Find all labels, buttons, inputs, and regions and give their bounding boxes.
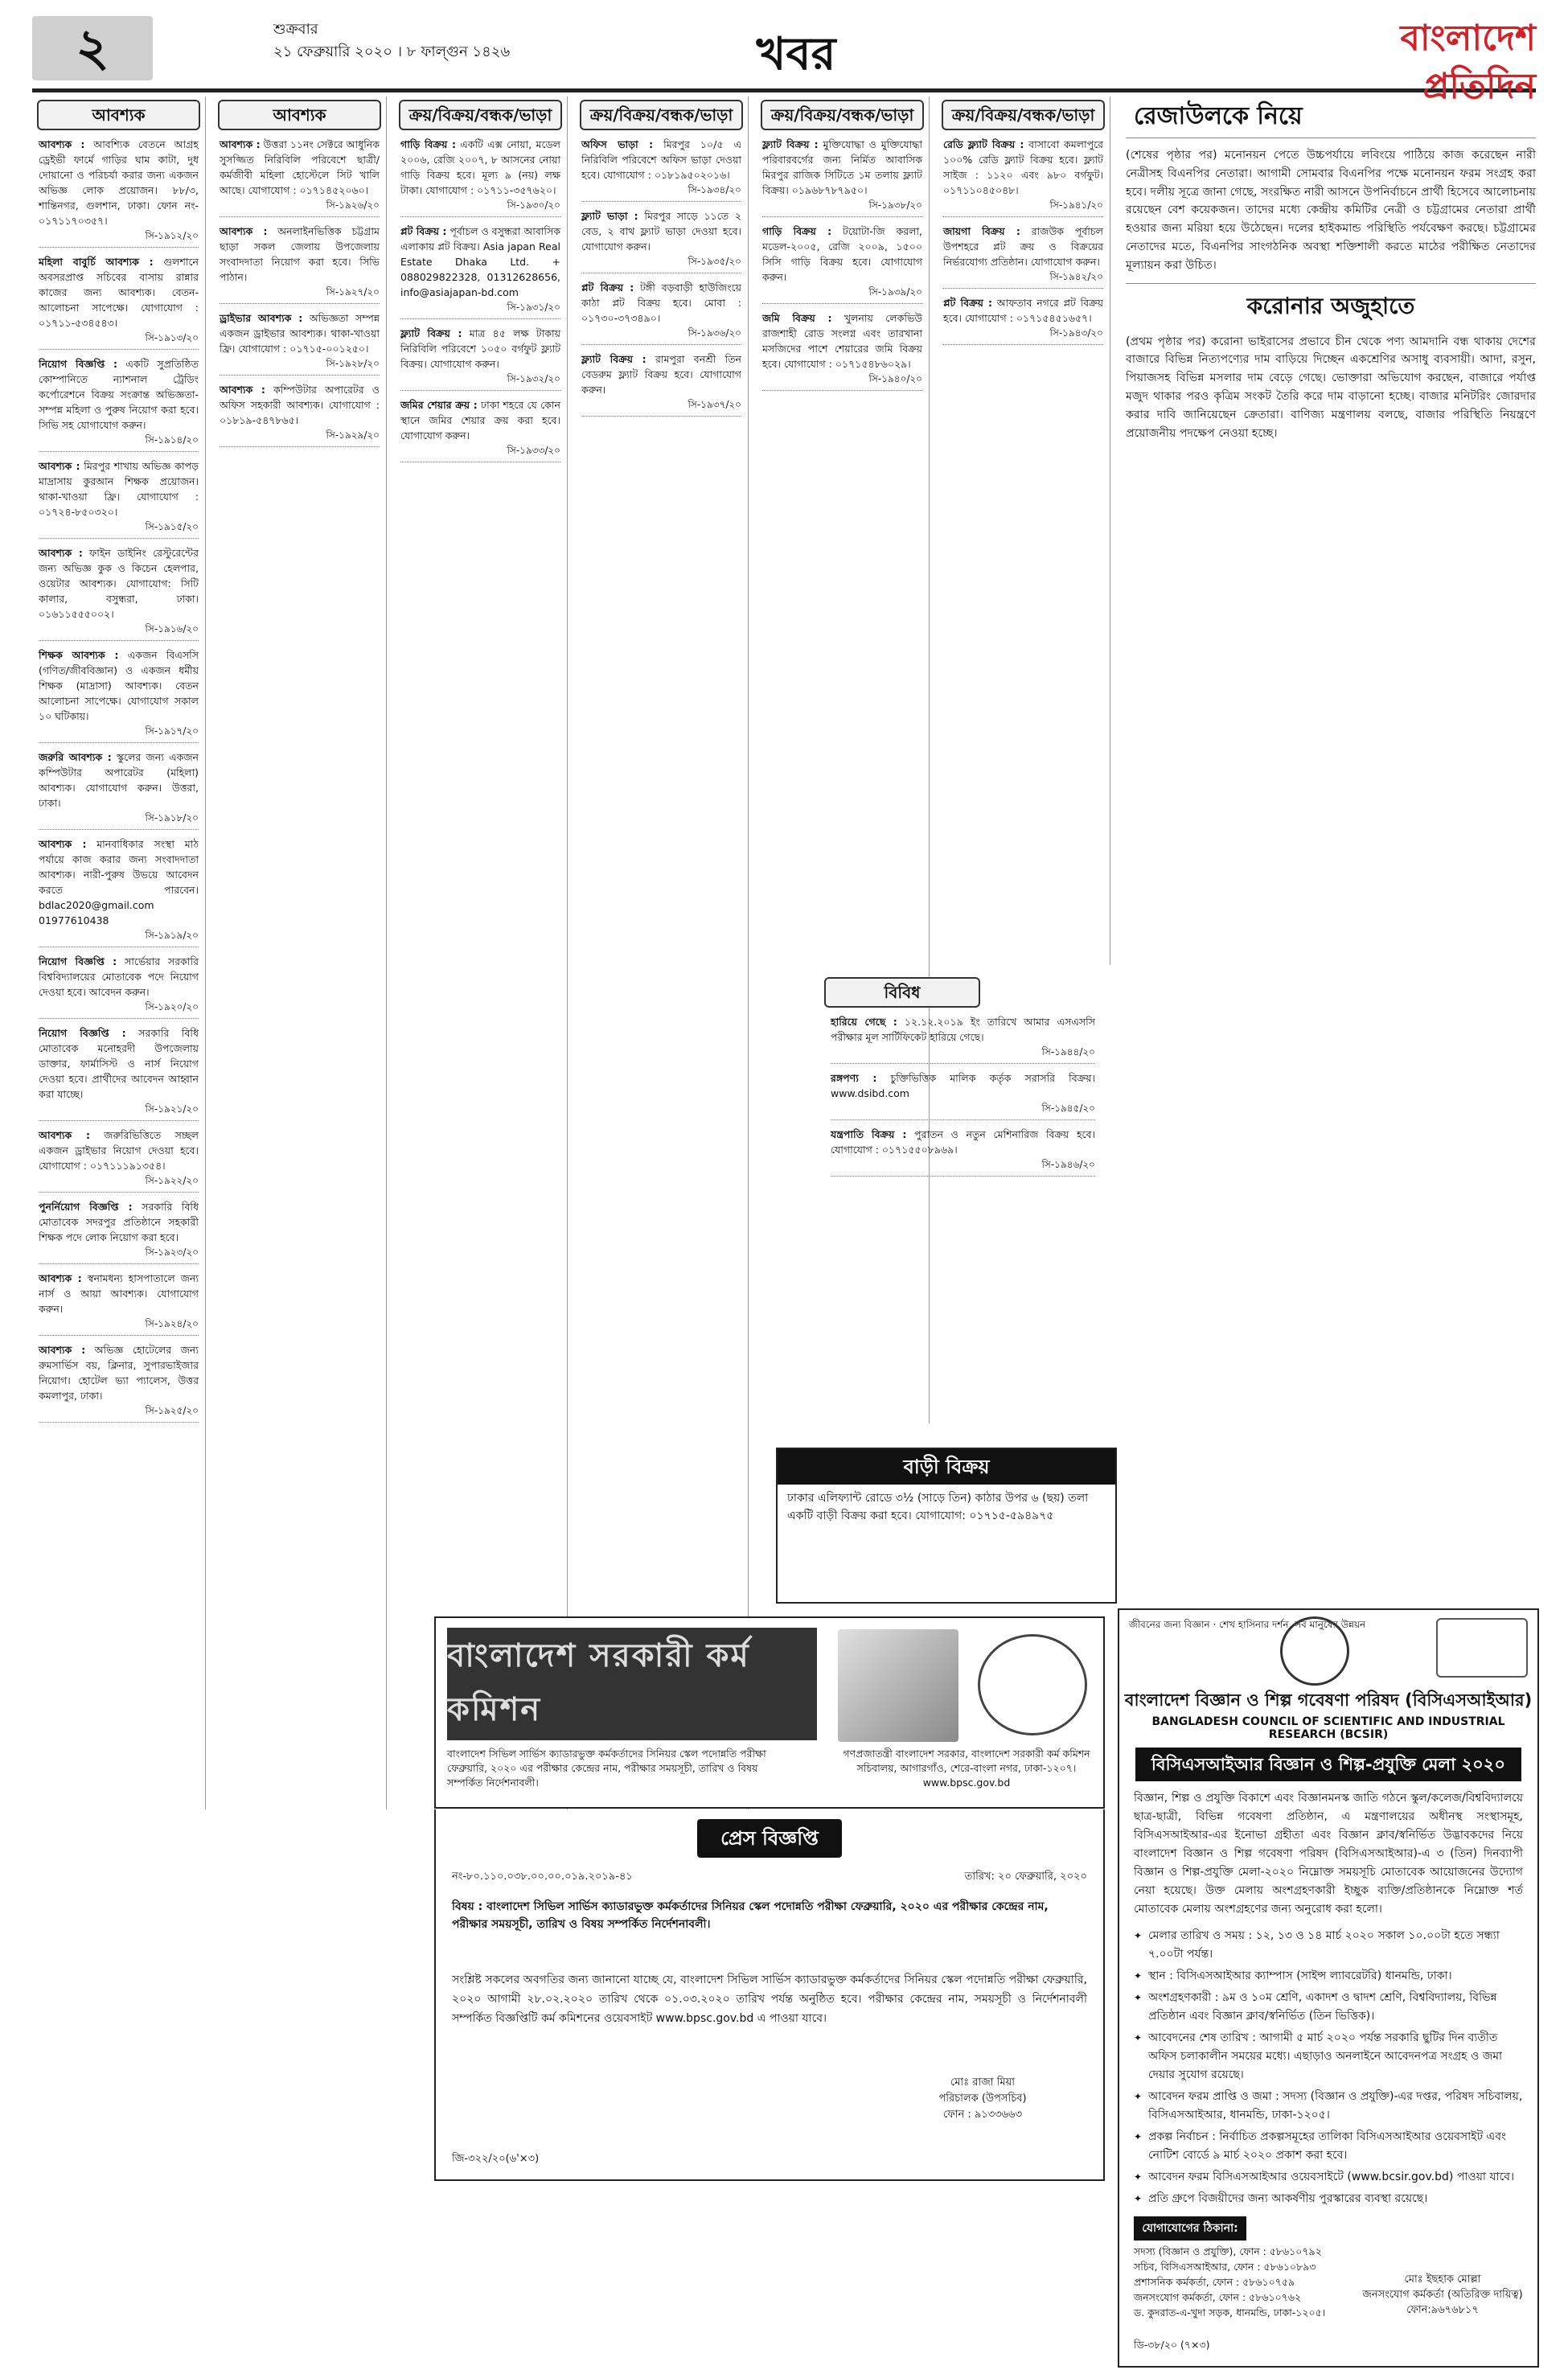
ad-lead: রেডি ফ্ল্যাট বিক্রয় : — [943, 138, 1024, 150]
bcsir-signature — [1362, 2272, 1523, 2318]
fair-detail-item: ✦ আবেদনের শেষ তারিখ : আগামী ৫ মার্চ ২০২০ পর্যন্ত সরকারি ছুটির দিন ব্যতীত অফিস চলাকালীন সময়ের মধ্যে। এছাড়াও অনলাইনে আবেদনপত্র সংগ্রহ ও জমা দেয়ার সুযোগ রয়েছে। — [1134, 2029, 1523, 2084]
ad-text: অনলাইনভিত্তিক চট্টগ্রাম ছাড়া সকল জেলায় উপজেলায় সংবাদদাতা নিয়োগ করা হবে। সিভি পাঠান। — [220, 225, 380, 283]
signer-title: জনসংযোগ কর্মকর্তা (অতিরিক্ত দায়িত্ব) — [1362, 2289, 1523, 2301]
press-release-meta — [452, 1869, 1087, 1886]
column-heading: আবশ্যক — [218, 100, 381, 130]
bcsir-ad — [1118, 1608, 1539, 2368]
ad-code: সি-১৯৩৮/২০ — [868, 199, 922, 211]
ad-text: সরকারি বিধি মোতাবেক মনোহরদী উপজেলায় ডাক্তার, ফার্মাসিস্ট ও নার্স নিয়োগ দেওয়া হবে। প্রার্থীদের আবেদন আহ্বান করা যাচ্ছে। — [39, 1027, 199, 1100]
classified-ad — [581, 351, 741, 417]
classified-ad — [39, 356, 199, 452]
ad-text: পুরাতন ও নতুন মেশিনারিজ বিক্রয় হবে। যোগাযোগ : ০১৭১৫৫০৮৯৬৯। — [831, 1128, 1095, 1156]
ad-text: উত্তরা ১১নং সেক্টরে আধুনিক সুসজ্জিত নিরিবিলি পরিবেশে ছাত্রী/কর্মজীবী মহিলা হোস্টেলে সিট খালি আছে। যোগাযোগ : ০১৭১৪৫২০৬০। — [220, 138, 380, 196]
fair-detail-item: ✦ আবেদন ফরম প্রাপ্তি ও জমা : সদস্য (বিজ্ঞান ও প্রযুক্তি)-এর দপ্তর, পরিষদ সচিবালয়, বিসিএসআইআর, ধানমন্ডি, ঢাকা-১২০৫। — [1134, 2088, 1523, 2125]
classified-column-1 — [32, 97, 206, 1809]
ad-code: সি-১৯৩৬/২০ — [688, 327, 741, 339]
ad-text: মিরপুর সাড়ে ১১তে ২ বেড, ২ বাথ ফ্ল্যাট ভাড়া দেওয়া হবে। যোগাযোগ করুন। — [581, 210, 741, 253]
ad-lead: পুনর্নিয়োগ বিজ্ঞপ্তি : — [39, 1201, 133, 1213]
contact-line: জনসংযোগ কর্মকর্তা, ফোন : ৫৮৬১০৭৬২ — [1134, 2291, 1302, 2303]
classified-ad — [943, 224, 1103, 289]
classified-ad — [943, 295, 1103, 345]
ad-lead: রঙ্গপণ্য : — [831, 1072, 877, 1084]
house-sale-text: ঢাকার এলিফ্যান্ট রোডে ৩½ (সাড়ে তিন) কাঠার উপর ৬ (ছয়) তলা একটি বাড়ী বিক্রয় করা হবে। যোগাযোগ: ০১৭১৫-৫৯৪৯৭৫ — [787, 1492, 1089, 1522]
classified-column-3 — [394, 97, 568, 1809]
ad-text: মাত্র ৪৫ লক্ষ টাকায় নিরিবিলি পরিবেশে ১০৫০ বর্গফুট ফ্ল্যাট বিক্রয়। যোগাযোগ করুন। — [400, 327, 560, 370]
misc-heading: বিবিধ — [824, 977, 980, 1008]
ad-text: টঙ্গী বড়বাড়ী হাউজিংয়ে কাঠা প্লট বিক্রয় হবে। মোবা : ০১৭৩০-৩৭৩৪৯০। — [581, 281, 741, 324]
ad-lead: আবশ্যক : — [39, 838, 87, 850]
classified-ad — [39, 954, 199, 1019]
ad-text: জরুরিভিত্তিতে সচ্ছল একজন ড্রাইভার নিয়োগ দেওয়া হবে। যোগাযোগ : ০১৭১১১৯১৩৫৪। — [39, 1129, 199, 1172]
classified-ad — [39, 1199, 199, 1264]
classified-ad — [39, 1025, 199, 1121]
classified-column-5 — [756, 97, 930, 1423]
main-story — [1126, 97, 1536, 442]
bcsir-top — [1119, 1610, 1537, 1682]
ad-text: একটি সুপ্রতিষ্ঠিত কোম্পানিতে ন্যাশনাল ট্রেডিং কর্পোরেশনে বিক্রয় সংক্রান্ত অভিজ্ঞতা-সম্পন্ন মহিলা ও পুরুষ নিয়োগ করা হবে। সিভি সহ যোগাযোগ করুন। — [39, 358, 199, 431]
ad-code: সি-১৯৩০/২০ — [507, 199, 560, 211]
column-heading: ক্রয়/বিক্রয়/বন্ধক/ভাড়া — [580, 100, 743, 130]
press-release-signature — [894, 2075, 1071, 2123]
ad-code: সি-১৯৩১/২০ — [507, 302, 560, 313]
ad-text: মানবাধিকার সংস্থা মাঠ পর্যায়ে কাজ করার জন্য সংবাদদাতা আবশ্যক। নারী-পুরুষ উভয়ে আবেদন করতে পারবেন। bdlac2020@gmail.com 01977610438 — [39, 838, 199, 926]
contact-line: সচিব, বিসিএসআইআর, ফোন : ৫৮৬১০৮৯৩ — [1134, 2261, 1316, 2273]
classified-column-2 — [213, 97, 387, 1809]
ad-code: সি-১৯৪১/২০ — [1049, 199, 1103, 211]
column-heading: ক্রয়/বিক্রয়/বন্ধক/ভাড়া — [761, 100, 924, 130]
column-heading: ক্রয়/বিক্রয়/বন্ধক/ভাড়া — [399, 100, 562, 130]
ad-text: স্কুলের জন্য একজন কম্পিউটার অপারেটর (মহিলা) আবশ্যক। যোগাযোগ করুন। উত্তরা, ঢাকা। — [39, 751, 199, 809]
ad-code: সি-১৯২২/২০ — [145, 1175, 199, 1186]
press-release-title: প্রেস বিজ্ঞপ্তি — [697, 1819, 842, 1858]
bcsir-ad-code: ডি-৩৮/২০ (৭×৩) — [1134, 2339, 1210, 2351]
signer-phone: ফোন:৯৬৭৬৮১৭ — [1406, 2304, 1479, 2316]
ad-text: মুক্তিযোদ্ধা ও মুক্তিযোদ্ধা পরিবারবর্গের জন্য নির্মিত আবাসিক মিরপুর রাজিক সিটিতে ১ম তলায় ফ্ল্যাট বিক্রয়। ০১৯৬৮৭৮৭৯৫০। — [762, 138, 922, 196]
fair-detail-item: ✦ প্রকল্প নির্বাচন : নির্বাচিত প্রকল্পসমূহের তালিকা বিসিএসআইআর ওয়েবসাইট এবং নোটিশ বোর্ডে ৯ মার্চ ২০২০ প্রকাশ করা হবে। — [1134, 2128, 1523, 2165]
sub-story-headline: করোনার অজুহাতে — [1126, 283, 1536, 327]
ad-lead: জমির শেয়ার ক্রয় : — [400, 399, 478, 411]
contact-heading: যোগাযোগের ঠিকানা: — [1134, 2216, 1246, 2241]
fair-detail-item: ✦ প্রতি গ্রুপে বিজয়ীদের জন্য আকর্ষণীয় পুরস্কারের ব্যবস্থা রয়েছে। — [1134, 2190, 1523, 2208]
ad-code: সি-১৯৩৫/২০ — [688, 256, 741, 267]
page-number: ২ — [32, 16, 153, 80]
ad-code: সি-১৯২৯/২০ — [326, 429, 380, 441]
classified-ad — [39, 545, 199, 641]
ad-text: একটি এক্স নোয়া, মডেল ২০০৬, রেজি ২০০৭, ৮ আসনের নোয়া গাড়ি বিক্রয় হবে। মূল্য ৯ (নয়) লক্ষ টাকা। যোগাযোগ : ০১৭১১-৩৫৭৬২০। — [400, 138, 560, 196]
psc-small-text: বাংলাদেশ সিভিল সার্ভিস ক্যাডারভুক্ত কর্মকর্তাদের সিনিয়র স্কেল পদোন্নতি পরীক্ষা ফেব্রুয়ারি, ২০২০ এর পরীক্ষার কেন্দ্রের নাম, পরীক্ষার সময়সূচী, তারিখ ও বিষয় সম্পর্কিত নির্দেশনাবলী। — [447, 1748, 766, 1789]
fair-detail-item: ✦ আবেদন ফরম বিসিএসআইআর ওয়েবসাইটে (www.bcsir.gov.bd) পাওয়া যাবে। — [1134, 2168, 1523, 2187]
publication-day: শুক্রবার — [273, 21, 318, 38]
classified-ad — [943, 137, 1103, 217]
ad-code: সি-১৯৪৬/২০ — [1041, 1159, 1095, 1170]
ad-code: সি-১৯৩৪/২০ — [688, 184, 741, 195]
ad-code: সি-১৯২৮/২০ — [326, 358, 380, 369]
ad-code: সি-১৯৪২/২০ — [1049, 271, 1103, 282]
ad-text: খুলনায় লেকভিউ রাজশাহী রোড সংলগ্ন এবং তারখানা মসজিদের পাশে শেয়ারের জমি বিক্রয় হবে। যোগাযোগ : ০১৭১৫৪৮৬০২৯। — [762, 312, 922, 370]
ad-lead: নিয়োগ বিজ্ঞপ্তি : — [39, 955, 117, 967]
classified-ad — [581, 137, 741, 202]
classified-column-6 — [937, 97, 1110, 965]
ad-text: কম্পিউটার অপারেটর ও অফিস সহকারী আবশ্যক। যোগাযোগ : ০১৮১৯-৫৪৭৮৬৫। — [220, 384, 380, 426]
press-release-subject: বিষয় : বাংলাদেশ সিভিল সার্ভিস ক্যাডারভুক্ত কর্মকর্তাদের সিনিয়র স্কেল পদোন্নতি পরীক্ষা ফেব্রুয়ারি, ২০২০ এর পরীক্ষার কেন্দ্রের নাম, পরীক্ষার সময়সূচী, তারিখ ও বিষয় সম্পর্কিত নির্দেশনাবলী। — [452, 1900, 1049, 1931]
ad-code: সি-১৯৩৭/২০ — [688, 399, 741, 410]
fair-detail-item: ✦ অংশগ্রহণকারী : ৯ম ও ১০ম শ্রেণি, একাদশ ও দ্বাদশ শ্রেণি, বিশ্ববিদ্যালয়, বিভিন্ন প্রতিষ্ঠান এবং বিজ্ঞান ক্লাব/স্বনির্ভিত (তিন ভিত্তিক)। — [1134, 1989, 1523, 2026]
press-release — [434, 1809, 1105, 2181]
mujib-year-logo-icon — [1436, 1618, 1528, 1678]
ad-lead: ফ্ল্যাট বিক্রয় : — [400, 327, 462, 339]
ad-text: একজন বিএসসি (গণিত/জীববিজ্ঞান) ও একজন ধর্মীয় শিক্ষক (মাদ্রাসা) আবশ্যক। বেতন আলোচনা সাপেক্ষে। যোগাযোগ সকাল ১০ ঘটিকায়। — [39, 649, 199, 722]
story-body: (শেষের পৃষ্ঠার পর) মনোনয়ন পেতে উচ্চপর্যায়ে লবিংয়ে পাঠিয়ে কাজ করেছেন নারী নেত্রীসহ বিএনপির নেতারা। আগামী সোমবার বিএনপির পক্ষে মনোনয়ন ফরম সংগ্রহ করা হবে। দলীয় সূত্রে জানা গেছে, সংরক্ষিত নারী আসনে উপনির্বাচনে প্রার্থী হিসেবে আলোচনায় রয়েছেন বেশ কয়েকজন। তাদের মধ্যে কেন্দ্রীয় কমিটির নেত্রী ও চট্টগ্রামের নেতারা প্রার্থী হওয়ার জন্য মরিয়া হয়ে উঠেছেন। দলের হাইকমান্ড পরিস্থিতি পর্যবেক্ষণ করছে। চট্টগ্রামের নেতাদের মতে, বিএনপির সাংগঠনিক অবস্থা শক্তিশালী করতে মাঠের পরীক্ষিত নেতাদের মূল্যায়ন করা উচিত। — [1126, 149, 1536, 272]
reference-number: নং-৮০.১১০.০৩৮.০০.০০.০১৯.২০১৯-৪১ — [452, 1871, 633, 1883]
press-release-code: জি-৩২২/২০(৬'×৩) — [452, 2153, 540, 2165]
ad-lead: আবশ্যক : — [39, 547, 83, 559]
ad-lead: গাড়ি বিক্রয় : — [400, 138, 456, 150]
ad-text: অভিজ্ঞতা সম্পন্ন একজন ড্রাইভার আবশ্যক। থাকা-খাওয়া ফ্রি। যোগাযোগ : ০১৭১৫-০০১২৫০। — [220, 312, 380, 355]
ad-lead: প্লট বিক্রয় : — [400, 225, 447, 237]
ad-lead: আবশ্যক : — [39, 1129, 90, 1141]
ad-code: সি-১৯৪৩/২০ — [1049, 327, 1103, 339]
classified-ad — [220, 224, 380, 304]
ad-text: টয়োটা-জি করলা, মডেল-২০০৫, রেজি ২০০৯, ১৫০০ সিসি গাড়ি বিক্রয় হবে। যোগাযোগ করুন। — [762, 225, 922, 283]
ad-lead: জমি বিক্রয় : — [762, 312, 832, 324]
ad-text: মিরপুর শাখায় অভিজ্ঞ কাপড় মাদ্রাসায় কুরআন শিক্ষক প্রয়োজন। থাকা-খাওয়া ফ্রি। যোগাযোগ : ০১৭২৪-৮৫০৩২০। — [39, 460, 199, 518]
psc-address: গণপ্রজাতন্ত্রী বাংলাদেশ সরকার, বাংলাদেশ সরকারী কর্ম কমিশন সচিবালয়, আগারগাঁও, শেরে-বাংলা নগর, ঢাকা-১২০৭। www.bpsc.gov.bd — [843, 1748, 1090, 1789]
ad-code: সি-১৯২৬/২০ — [326, 199, 380, 211]
house-sale-ad — [776, 1448, 1117, 1604]
ad-text: সার্ভেয়ার সরকারি বিশ্ববিদ্যালয়ের মোতাবেক পদে নিয়োগ দেওয়া হবে। আবেদন করুন। — [39, 955, 199, 998]
fair-details — [1134, 1927, 1523, 2208]
classified-ad — [39, 458, 199, 539]
psc-banner: বাংলাদেশ সরকারী কর্ম কমিশন — [447, 1628, 817, 1740]
ad-code: সি-১৯১৫/২০ — [145, 521, 199, 532]
column-heading: আবশ্যক — [37, 100, 200, 130]
column-heading: ক্রয়/বিক্রয়/বন্ধক/ভাড়া — [942, 100, 1105, 130]
ad-code: সি-১৯১৬/২০ — [145, 623, 199, 635]
ad-code: সি-১৯১৭/২০ — [145, 725, 199, 737]
ad-lead: নিয়োগ বিজ্ঞপ্তি : — [39, 1027, 126, 1039]
ad-list — [756, 137, 929, 391]
ad-text: আবশ্যিক বেতনে আগ্রহ ড্রেইভী ফার্মে গাড়ির ঘাম কাটা, দুধ দোয়ানো ও পরিচর্যা করার জন্য একজন অভিজ্ঞ লোক প্রয়োজন। ৮৮/৩, শান্তিনগর, গুলশান, ঢাকা। ফোন নং- ০১৭১১৭০৩৫৭। — [39, 138, 199, 227]
ad-lead: প্লট বিক্রয় : — [943, 297, 992, 309]
classified-ad — [39, 254, 199, 350]
classified-ad — [39, 1342, 199, 1423]
classified-ad — [220, 310, 380, 376]
classified-ad — [400, 137, 560, 217]
ad-list — [213, 137, 386, 447]
ad-text: রামপুরা বনশ্রী তিন বেডরুম ফ্ল্যাট বিক্রয় হবে। যোগাযোগ করুন। — [581, 353, 741, 396]
ad-lead: ড্রাইভার আবশ্যক : — [220, 312, 303, 324]
ad-text: মিরপুর ১০/৫ এ নিরিবিলি পরিবেশে অফিস ভাড়া দেওয়া হবে। যোগাযোগ : ০১৮১৯৫০২০১৬। — [581, 138, 741, 181]
ad-lead: আবশ্যক : — [220, 384, 265, 396]
sub-story-body: (প্রথম পৃষ্ঠার পর) করোনা ভাইরাসের প্রভাবে চীন থেকে পণ্য আমদানি বন্ধ থাকায় দেশের বাজারে বিভিন্ন নিত্যপণ্যের দাম বাড়িয়ে দিচ্ছেন একশ্রেণির অসাধু ব্যবসায়ী। আদা, রসুন, পিয়াজসহ বিভিন্ন মসলার দাম বেড়ে গেছে। ভোক্তারা অভিযোগ করছেন, বাজারে পর্যাপ্ত মজুদ থাকার পরও কৃত্রিম সংকট তৈরি করে দাম বাড়ানো হচ্ছে। বাজার মনিটরিং জোরদার করার দাবি জানিয়েছেন ক্রেতারা। বাণিজ্য মন্ত্রণালয় বলছে, বাজার পরিস্থিতি নিয়ন্ত্রণে প্রয়োজনীয় পদক্ষেপ নেওয়া হচ্ছে। — [1126, 335, 1536, 440]
misc-ads-box — [824, 977, 1102, 1183]
classified-ad — [831, 1070, 1095, 1120]
ad-text: সরকারি বিধি মোতাবেক সদরপুর প্রতিষ্ঠানে সহকারী শিক্ষক পদে লোক নিয়োগ করা হবে। — [39, 1201, 199, 1243]
ad-code: সি-১৯১৪/২০ — [145, 434, 199, 446]
classified-ad — [220, 137, 380, 217]
ad-code: সি-১৯২১/২০ — [145, 1103, 199, 1115]
classified-ad — [400, 397, 560, 462]
ad-code: সি-১৯২৩/২০ — [145, 1247, 199, 1258]
ad-lead: নিয়োগ বিজ্ঞপ্তি : — [39, 358, 118, 370]
classified-ad — [39, 1127, 199, 1193]
ad-code: সি-১৯১৯/২০ — [145, 930, 199, 941]
bcsir-name: বাংলাদেশ বিজ্ঞান ও শিল্প গবেষণা পরিষদ (বিসিএসআইআর) — [1124, 1690, 1533, 1710]
contact-line: ড. কুদরাত-এ-খুদা সড়ক, ধানমন্ডি, ঢাকা-১২০৫। — [1134, 2306, 1326, 2319]
ad-text: গুলশানে অবসরপ্রাপ্ত সচিবের বাসায় রান্নার কাজের জন্য আবশ্যক। বেতন-আলোচনা সাপেক্ষে। যোগাযোগ : ০১৭১১-৫৩৪৫৪৩। — [39, 256, 199, 329]
classified-ad — [39, 836, 199, 947]
bcsir-name-english: BANGLADESH COUNCIL OF SCIENTIFIC AND INDUSTRIAL RESEARCH (BCSIR) — [1151, 1715, 1505, 1741]
ad-lead: হারিয়ে গেছে : — [831, 1016, 897, 1028]
ad-text: অভিজ্ঞ হোটেলের জন্য রুমসার্ভিস বয়, ক্লিনার, সুপারভাইজার নিয়োগ। হোটেল ভ্যা প্যালেস, উত্তর কমলাপুর, ঢাকা। — [39, 1344, 199, 1402]
ad-list — [394, 137, 567, 462]
masthead — [32, 14, 1536, 107]
ad-code: সি-১৯৪৪/২০ — [1041, 1046, 1095, 1058]
misc-ad-list — [824, 1014, 1102, 1177]
ad-lead: ফ্ল্যাট বিক্রয় : — [581, 353, 646, 365]
fair-detail-item: ✦ স্থান : বিসিএসআইআর ক্যাম্পাস (সাইন্স ল্যাবরেটরি) ধানমন্ডি, ঢাকা। — [1134, 1967, 1523, 1986]
portrait-image — [838, 1629, 958, 1742]
classified-ad — [581, 280, 741, 345]
psc-ad — [434, 1616, 1105, 1809]
ad-code: সি-১৯২৪/২০ — [145, 1318, 199, 1329]
classified-ad — [39, 750, 199, 830]
fair-detail-item: ✦ মেলার তারিখ ও সময় : ১২, ১৩ ও ১৪ মার্চ ২০২০ সকাল ১০.০০টা হতে সন্ধ্যা ৭.০০টা পর্যন্ত। — [1134, 1927, 1523, 1964]
classified-ad — [400, 224, 560, 319]
fair-intro: বিজ্ঞান, শিল্প ও প্রযুক্তি বিকাশে এবং বিজ্ঞানমনস্ক জাতি গঠনে স্কুল/কলেজ/বিশ্ববিদ্যালয়ে ছাত্র-ছাত্রী, বিভিন্ন গবেষণা প্রতিষ্ঠান, এ মন্ত্রণালয়ের অধীনস্থ সংস্থাসমূহ, বিসিএসআইআর-এর ইনোভা গ্রহীতা এবং বিজ্ঞান ক্লাব/স্বনির্ভিত উদ্ভাবকদের নিয়ে বাংলাদেশ বিজ্ঞান ও শিল্প গবেষণা পরিষদ (বিসিএসআইআর)-এ ৩ (তিন) দিনব্যাপী বিজ্ঞান ও শিল্প-প্রযুক্তি মেলা-২০২০ নিম্নোক্ত সময়সূচি মোতাবেক আয়োজনের উদ্যোগ নেয়া হয়েছে। উক্ত মেলায় অংশগ্রহণকারী ইচ্ছুক ব্যক্তি/প্রতিষ্ঠানকে নিম্নোক্ত শর্ত মোতাবেক মেলায় অংশগ্রহণের জন্য অনুরোধ করা হলো। — [1134, 1792, 1523, 1916]
classified-ad — [220, 382, 380, 447]
ad-lead: জায়গা বিক্রয় : — [943, 225, 1020, 237]
signer-name: মোঃ ইছহাক মোল্লা — [1404, 2273, 1481, 2286]
ad-lead: আবশ্যক : — [39, 138, 85, 150]
ad-lead: প্লট বিক্রয় : — [581, 281, 634, 294]
ad-code: সি-১৯২৫/২০ — [145, 1405, 199, 1416]
ad-text: ঢাকা শহরে যে কোন স্থানে জমির শেয়ার ক্রয় করা হবে। যোগাযোগ করুন। — [400, 399, 560, 442]
ad-code: সি-১৯১৮/২০ — [145, 812, 199, 824]
ad-lead: যন্ত্রপাতি বিক্রয় : — [831, 1128, 907, 1140]
classified-ad — [39, 137, 199, 248]
section-title: খবর — [756, 27, 836, 80]
ad-text: স্বনামধন্য হাসপাতালে জন্য নার্স ও আয়া আবশ্যক। যোগাযোগ করুন। — [39, 1272, 199, 1315]
classified-ad — [831, 1127, 1095, 1177]
ad-lead: আবশ্যক : — [39, 460, 80, 472]
government-seal-icon — [978, 1634, 1087, 1735]
contact-line: সদস্য (বিজ্ঞান ও প্রযুক্তি), ফোন : ৫৮৬১০৭৯২ — [1134, 2245, 1322, 2257]
ad-text: ফাইন ডাইনিং রেস্টুরেন্টের জন্য অভিজ্ঞ কুক ও কিচেন হেলপার, ওয়েটার আবশ্যক। যোগাযোগ: সিটি কালার, বসুন্ধরা, ঢাকা। ০১৬১১৫৫৫০০২। — [39, 547, 199, 620]
ad-code: সি-১৯৪০/২০ — [868, 373, 922, 384]
ad-code: সি-১৯১৩/২০ — [145, 332, 199, 343]
ad-list — [32, 137, 205, 1423]
ad-text: পূর্বাচল ও বসুন্ধরা আবাসিক এলাকায় প্লট বিক্রয়। Asia japan Real Estate Dhaka Ltd. + 088029822328, 01312628656, info@asiajapan-bd.com — [400, 225, 560, 298]
ad-lead: অফিস ভাড়া : — [581, 138, 654, 150]
classified-ad — [762, 310, 922, 391]
signer-phone: ফোন : ৯১৩৩৬৬৩ — [942, 2109, 1023, 2121]
ad-text: ১২.১২.২০১৯ ইং তারিখে আমার এসএসসি পরীক্ষার মূল সার্টিফিকেট হারিয়ে গেছে। — [831, 1016, 1095, 1043]
ad-code: সি-১৯৩২/২০ — [507, 373, 560, 384]
ad-list — [575, 137, 748, 417]
ad-text: রাজউক পূর্বাচল উপশহরে প্লট ক্রয় ও বিক্রয়ের নির্ভরযোগ্য প্রতিষ্ঠান। যোগাযোগ করুন। — [943, 225, 1103, 268]
bcsir-slogan: জীবনের জন্য বিজ্ঞান · শেখ হাসিনার দর্শন, সব মানুষের উন্নয়ন — [1129, 1619, 1366, 1630]
newspaper-logo: বাংলাদেশ প্রতিদিন — [1400, 18, 1536, 107]
signer-title: পরিচালক (উপসচিব) — [938, 2093, 1027, 2105]
ad-code: সি-১৯৩৩/২০ — [507, 445, 560, 456]
classified-ad — [831, 1014, 1095, 1064]
ad-code: সি-১৯১২/২০ — [145, 230, 199, 241]
signer-name: মোঃ রাজা মিয়া — [950, 2076, 1016, 2089]
contact-line: প্রশাসনিক কর্মকর্তা, ফোন : ৫৮৬১০৭৫৯ — [1134, 2276, 1295, 2288]
classified-ad — [39, 1271, 199, 1336]
ad-lead: ফ্ল্যাট ভাড়া : — [581, 210, 638, 222]
bcsir-seal-icon — [1280, 1616, 1349, 1686]
story-headline: রেজাউলকে নিয়ে — [1126, 97, 1536, 138]
classified-column-4 — [575, 97, 749, 1809]
ad-list — [937, 137, 1110, 345]
classified-ad — [762, 224, 922, 304]
ad-lead: ফ্ল্যাট বিক্রয় : — [762, 138, 819, 150]
ad-lead: গাড়ি বিক্রয় : — [762, 225, 832, 237]
ad-code: সি-১৯৩৯/২০ — [868, 286, 922, 298]
ad-text: বাসাবো কমলাপুরে ১০০% রেডি ফ্ল্যাট বিক্রয় হবে। ফ্ল্যাট সাইজ : ১১২০ এবং ৯৮০ বর্গফুট। ০১৭১১০৪৫০৪৮। — [943, 138, 1103, 196]
classified-ad — [400, 326, 560, 391]
ad-lead: আবশ্যক : — [220, 225, 268, 237]
press-release-body: সংশ্লিষ্ট সকলের অবগতির জন্য জানানো যাচ্ছে যে, বাংলাদেশ সিভিল সার্ভিস ক্যাডারভুক্ত কর্মকর্তাদের সিনিয়র স্কেল পদোন্নতি পরীক্ষা ফেব্রুয়ারি, ২০২০ আগামী ২৮.০২.২০২০ তারিখ থেকে ০১.০৩.২০২০ তারিখ পর্যন্ত অনুষ্ঠিত হবে। পরীক্ষার কেন্দ্রের নাম, সময়সূচী ও নির্দেশনাবলী সম্পর্কিত বিজ্ঞপ্তিটি কর্ম কমিশনের ওয়েবসাইট www.bpsc.gov.bd এ পাওয়া যাবে। — [452, 1974, 1087, 2025]
classified-ad — [762, 137, 922, 217]
fair-title: বিসিএসআইআর বিজ্ঞান ও শিল্প-প্রযুক্তি মেলা ২০২০ — [1135, 1748, 1521, 1781]
ad-code: সি-১৯২০/২০ — [145, 1001, 199, 1012]
house-sale-heading: বাড়ী বিক্রয় — [778, 1449, 1115, 1485]
publication-date: ২১ ফেব্রুয়ারি ২০২০ । ৮ ফাল্গুন ১৪২৬ — [273, 43, 511, 60]
ad-lead: জরুরি আবশ্যক : — [39, 751, 112, 763]
ad-text: চুক্তিভিত্তিক মালিক কর্তৃক সরাসরি বিক্রয়। www.dsibd.com — [831, 1072, 1095, 1099]
ad-text: আফতাব নগরে প্লট বিক্রয় হবে। যোগাযোগ : ০১৭১৫৪৫১৬৫৭। — [943, 297, 1103, 324]
ad-lead: শিক্ষক আবশ্যক : — [39, 649, 119, 661]
ad-lead: আবশ্যক : — [220, 138, 261, 150]
release-date: তারিখ: ২০ ফেব্রুয়ারি, ২০২০ — [964, 1871, 1087, 1883]
ad-lead: আবশ্যক : — [39, 1344, 86, 1356]
ad-lead: মহিলা বাবুর্চি আবশ্যক : — [39, 256, 154, 268]
ad-lead: আবশ্যক : — [39, 1272, 82, 1284]
classified-ad — [39, 647, 199, 743]
classified-ad — [581, 208, 741, 273]
ad-code: সি-১৯৪৫/২০ — [1041, 1103, 1095, 1114]
ad-code: সি-১৯২৭/২০ — [326, 286, 380, 298]
